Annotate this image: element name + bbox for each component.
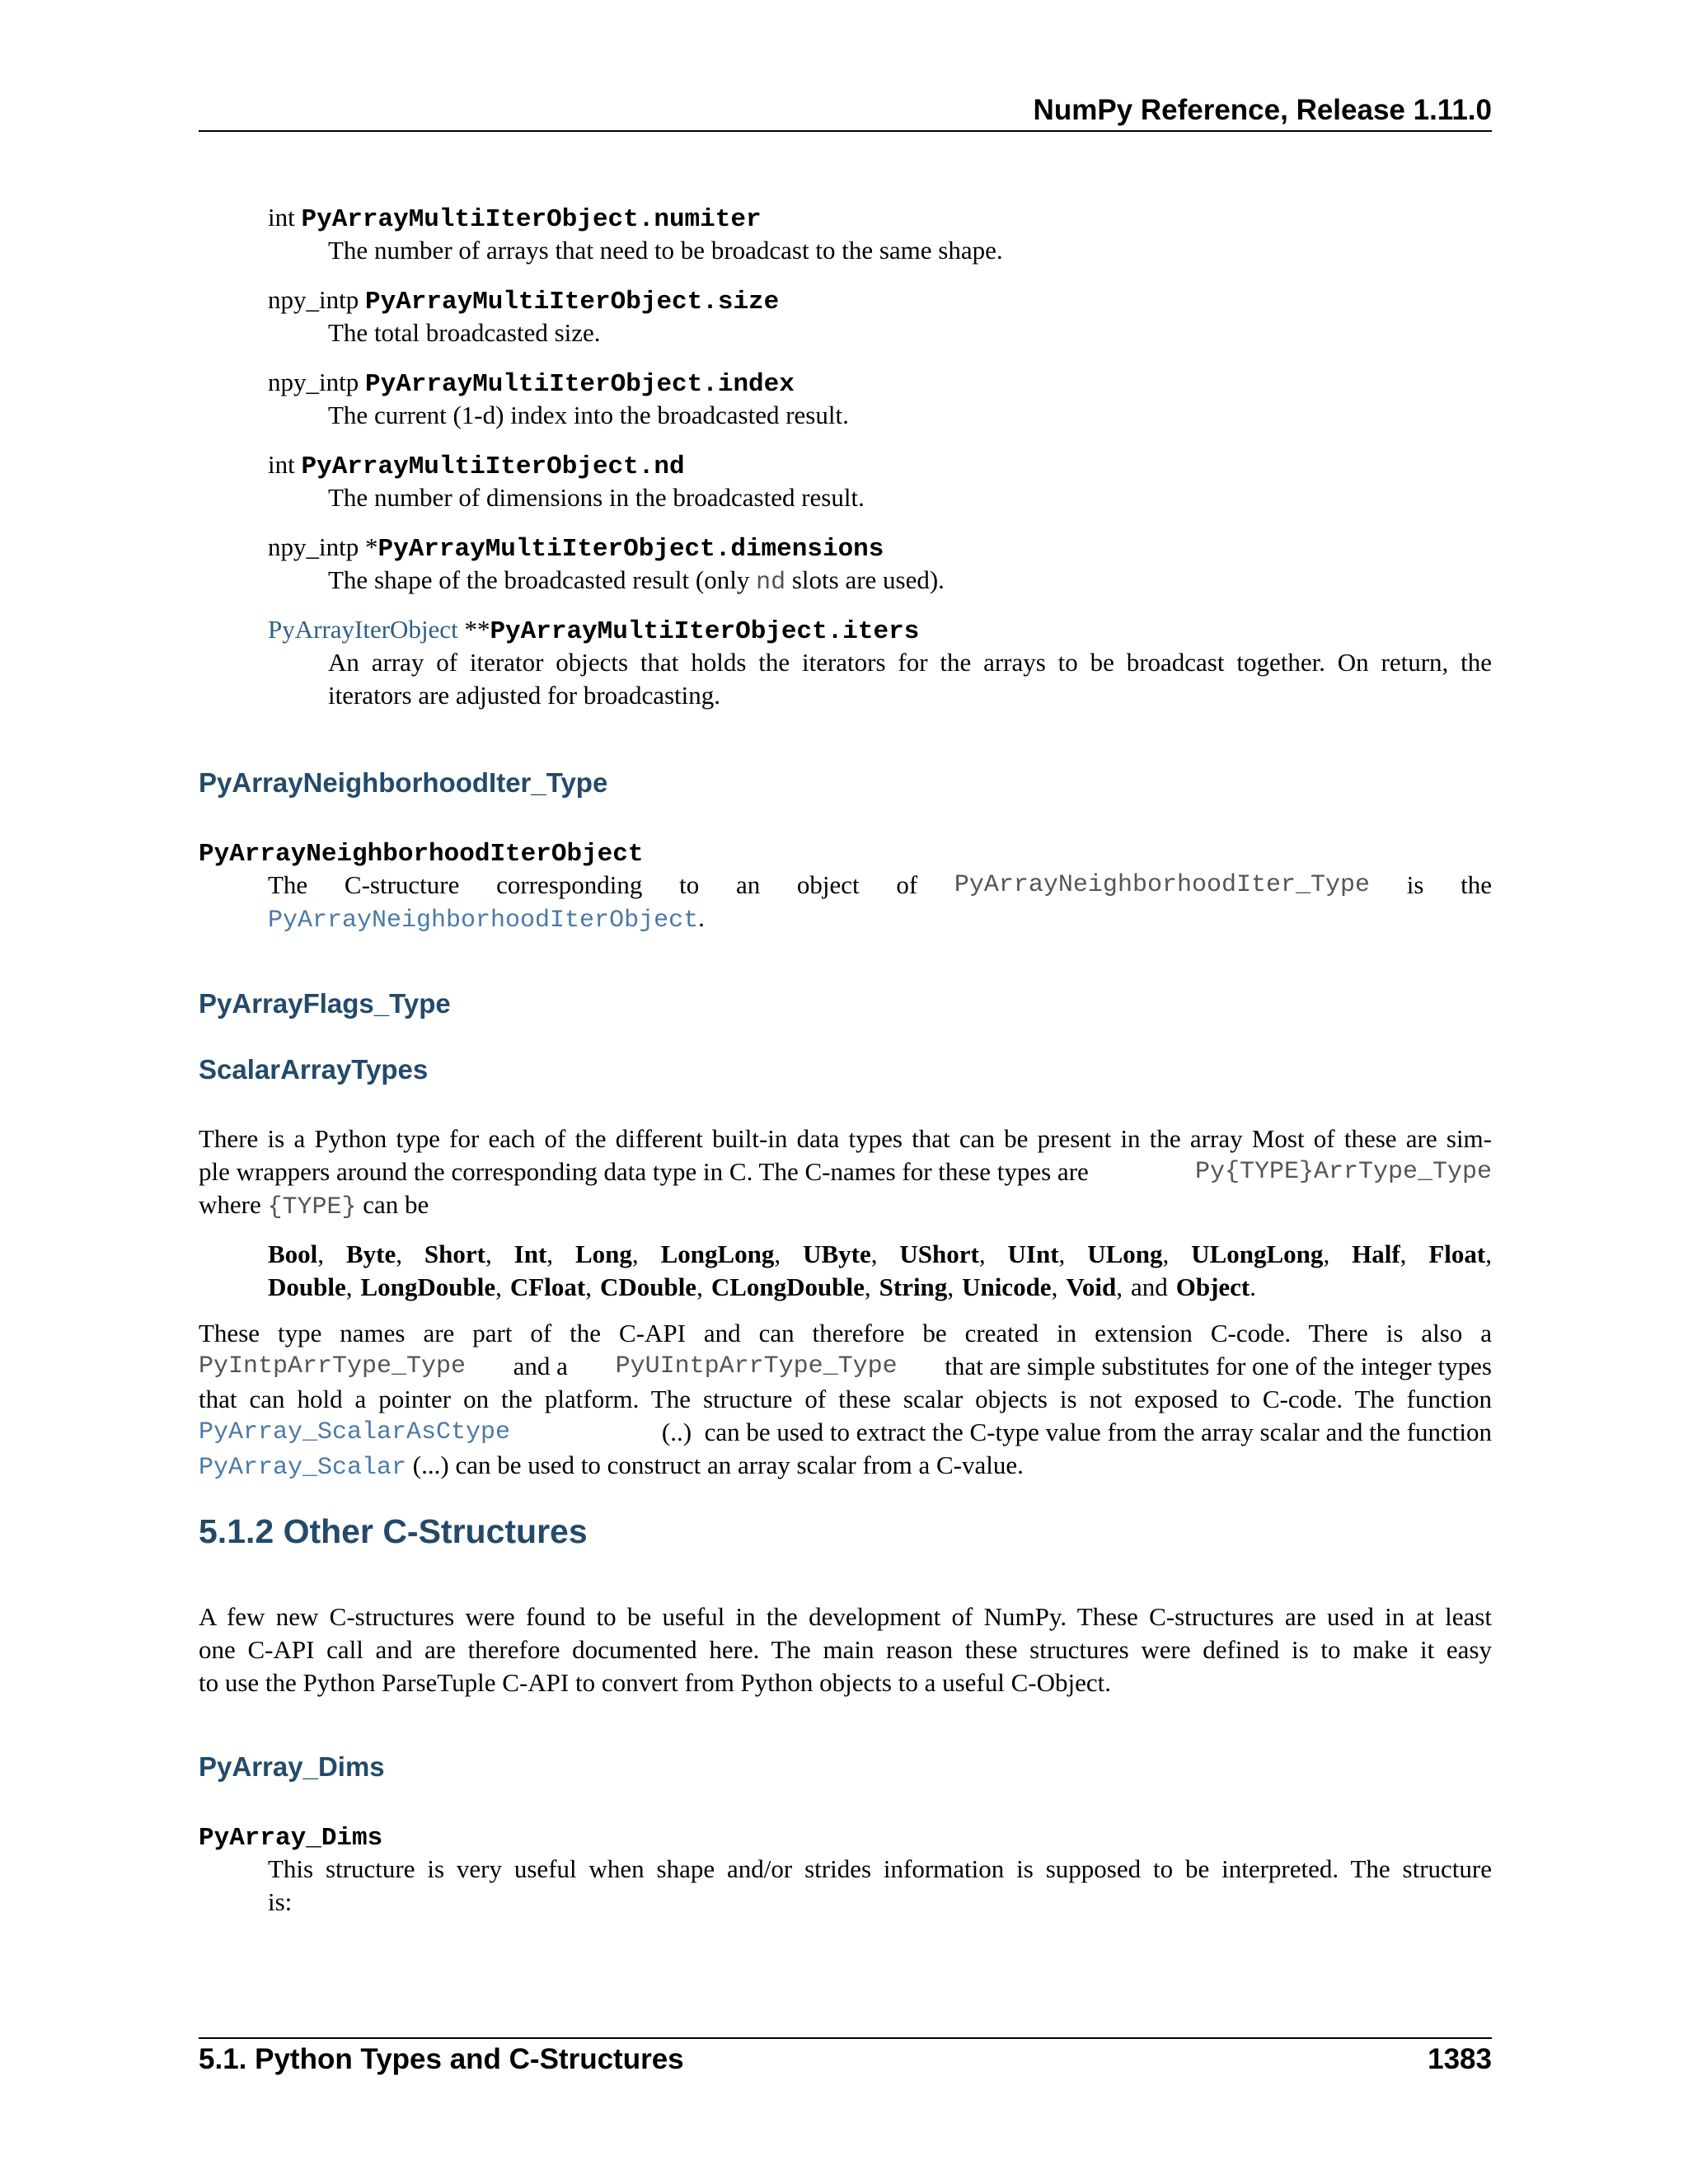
type-name: Byte, — [345, 1240, 402, 1268]
type-name: UInt, — [1007, 1240, 1066, 1268]
subsection-heading: PyArray_Dims — [199, 1751, 385, 1782]
member-signature — [268, 201, 762, 237]
inline-code: PyUIntpArrType_Type — [615, 1352, 898, 1380]
subsection-heading: PyArrayNeighborhoodIter_Type — [199, 767, 608, 798]
member-type: int — [268, 203, 295, 232]
type-name: Float, — [1428, 1240, 1492, 1268]
type-name: Int, — [513, 1240, 554, 1268]
member-type: npy_intp — [268, 285, 359, 314]
type-name: UShort, — [899, 1240, 986, 1268]
member-signature — [268, 531, 884, 566]
inline-code: nd — [756, 569, 786, 597]
member-signature — [268, 366, 795, 401]
type-name: Double, — [268, 1272, 353, 1301]
description-line: PyArrayNeighborhoodIterObject. — [268, 903, 705, 935]
object-name: PyArrayNeighborhoodIterObject — [199, 840, 644, 869]
document-page — [199, 0, 1492, 2184]
member-description: The total broadcasted size. — [328, 318, 601, 347]
function-link[interactable]: PyArray_ScalarAsCtype — [199, 1418, 511, 1446]
member-description: An array of iterator objects that holds the iterators for the arrays to be broadcast together. On return, the iterators are adjusted for broadcasting. — [328, 648, 1492, 710]
member-description: The number of arrays that need to be broadcast to the same shape. — [328, 236, 1003, 265]
type-name: ULongLong, — [1191, 1240, 1330, 1268]
running-header: NumPy Reference, Release 1.11.0 — [1033, 94, 1492, 126]
type-list-line — [268, 1238, 1492, 1271]
type-name: Long, — [574, 1240, 639, 1268]
member-name: PyArrayMultiIterObject.iters — [490, 617, 920, 646]
pointer-marker: ** — [457, 615, 490, 644]
object-name: PyArray_Dims — [199, 1824, 383, 1853]
type-name-list — [268, 1238, 1492, 1304]
inline-code: PyIntpArrType_Type — [199, 1352, 467, 1380]
type-name: UByte, — [803, 1240, 878, 1268]
footer-rule — [199, 2037, 1492, 2039]
type-name: CLongDouble, — [710, 1272, 871, 1301]
subsection-heading: PyArrayFlags_Type — [199, 988, 451, 1019]
type-name: CDouble, — [599, 1272, 703, 1301]
member-name: PyArrayMultiIterObject.dimensions — [377, 535, 884, 564]
type-name: Half, — [1352, 1240, 1407, 1268]
function-link[interactable]: PyArray_Scalar — [199, 1454, 407, 1482]
subsection-heading: ScalarArrayTypes — [199, 1054, 429, 1085]
type-link[interactable]: PyArrayIterObject — [268, 615, 458, 644]
member-type: npy_intp * — [268, 532, 378, 561]
member-description: The number of dimensions in the broadcasted result. — [328, 483, 865, 512]
paragraph: These type names are part of the C-API and can therefore be created in extension C-code. There is also a PyIntpArrType_Type and a PyUIntpArrType_Type that are simple substitutes for one of the integer types that can hold a pointer on the platform. The structure of these scalar objects is not exposed to C-code. The function PyArray_ScalarAsCtype (..) can be used to extract the C-type value from the array scalar and the function PyArray_Scalar (...) can be used to construct an array scalar from a C-value. — [199, 1319, 1492, 1482]
type-name: ULong, — [1087, 1240, 1170, 1268]
paragraph: There is a Python type for each of the different built-in data types that can be present in the array Most of these are sim- ple wrappers around the corresponding data type in C. The C-names for these types are Py{TYPE}ArrType_Type where {TYPE} can be — [199, 1124, 1492, 1221]
member-signature — [268, 448, 685, 484]
member-name: PyArrayMultiIterObject.nd — [301, 452, 685, 481]
inline-code: {TYPE} — [267, 1193, 357, 1221]
running-footer — [199, 2041, 1492, 2078]
member-type: int — [268, 450, 295, 479]
member-signature — [268, 284, 779, 319]
member-name: PyArrayMultiIterObject.size — [364, 288, 780, 316]
object-link[interactable]: PyArrayNeighborhoodIterObject — [268, 907, 699, 935]
member-signature — [268, 613, 919, 649]
type-name: Short, — [424, 1240, 492, 1268]
page-number: 1383 — [1428, 2043, 1492, 2075]
type-name: Void, — [1066, 1272, 1123, 1301]
description-line: The C-structure corresponding to an object of PyArrayNeighborhoodIter_Type is the — [268, 869, 1492, 902]
type-name: CFloat, — [509, 1272, 592, 1301]
header-rule — [199, 130, 1492, 132]
member-type: npy_intp — [268, 368, 359, 396]
footer-section-title: 5.1. Python Types and C-Structures — [199, 2043, 684, 2075]
object-signature — [199, 836, 644, 871]
type-name: Object. — [1175, 1272, 1257, 1301]
member-description: The shape of the broadcasted result (only nd slots are used). — [328, 565, 945, 597]
inline-code: Py{TYPE}ArrType_Type — [1194, 1158, 1492, 1186]
type-name: Bool, — [268, 1240, 325, 1268]
object-description — [268, 869, 1492, 937]
object-description: This structure is very useful when shape and/or strides information is supposed to be interpreted. The structure is: — [268, 1854, 1492, 1916]
type-name: String, — [879, 1272, 954, 1301]
inline-code: PyArrayNeighborhoodIter_Type — [954, 871, 1370, 899]
section-heading: 5.1.2 Other C-Structures — [199, 1512, 588, 1550]
member-name: PyArrayMultiIterObject.index — [364, 370, 795, 399]
object-signature — [199, 1820, 382, 1855]
type-name: LongLong, — [660, 1240, 781, 1268]
member-description: The current (1-d) index into the broadcasted result. — [328, 401, 849, 429]
type-name: LongDouble, — [360, 1272, 502, 1301]
member-name: PyArrayMultiIterObject.numiter — [301, 205, 762, 234]
paragraph: A few new C-structures were found to be useful in the development of NumPy. These C-structures are used in at least one C-API call and are therefore documented here. The main reason these structures were defined is to make it easy to use the Python ParseTuple C-API to convert from Python objects to a useful C-Object. — [199, 1602, 1492, 1697]
type-list-line — [268, 1271, 1492, 1304]
type-name: Unicode, — [962, 1272, 1058, 1301]
conjunction: and — [1130, 1272, 1168, 1301]
